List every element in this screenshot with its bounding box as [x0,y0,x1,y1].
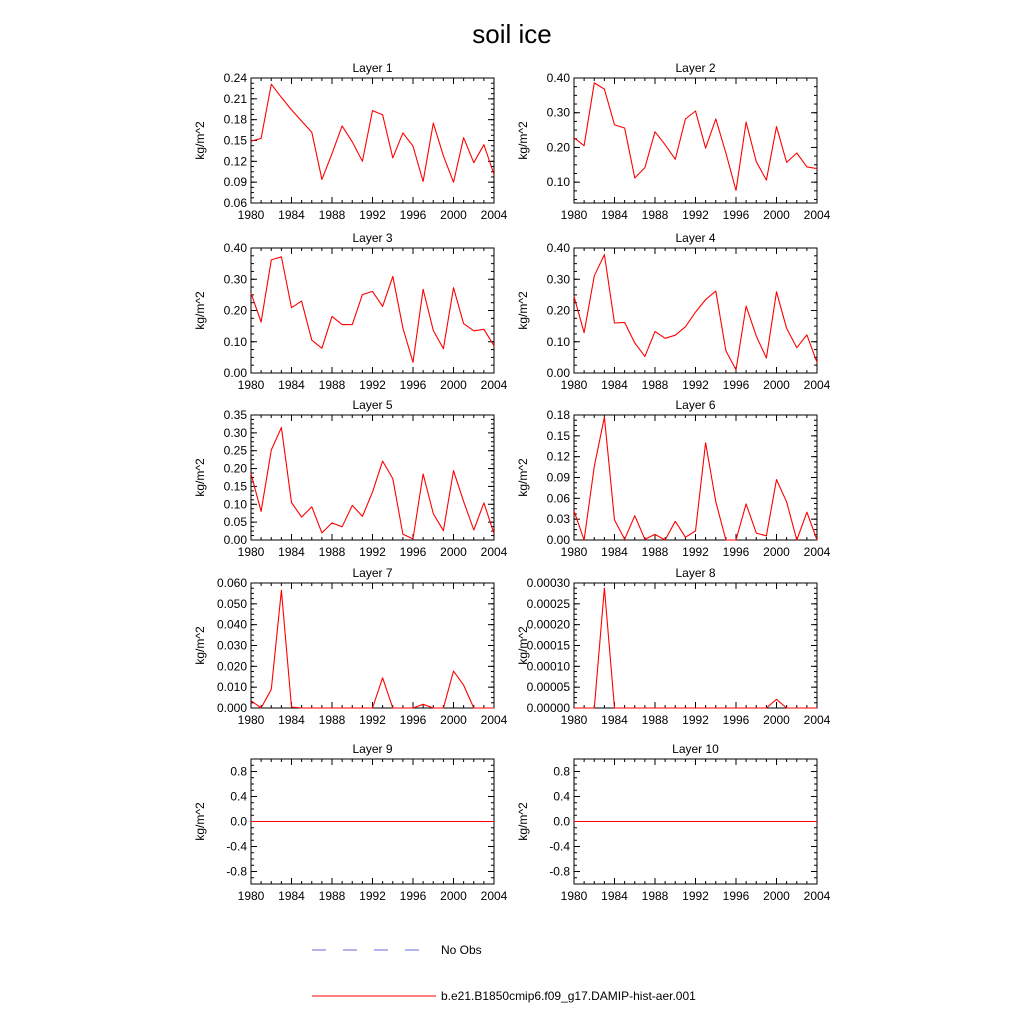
x-tick-label: 1996 [399,545,427,559]
x-tick-label: 2000 [763,889,790,903]
y-tick-label: 0.09 [223,175,247,190]
x-tick-label: 2000 [763,378,790,392]
y-tick-label: 0.00 [223,533,247,547]
plot-frame [251,248,494,373]
x-tick-label: 1988 [641,378,669,392]
panel-layer-4 [516,231,831,392]
y-tick-label: 0.12 [223,154,247,169]
y-tick-label: 0.8 [553,764,570,779]
y-tick-label: 0.00015 [526,638,570,653]
y-tick-label: 0.06 [546,491,570,506]
x-tick-label: 2004 [480,713,508,727]
series-line-layer-1 [251,84,494,182]
x-tick-label: 1988 [318,378,346,392]
y-tick-label: -0.8 [549,864,570,879]
y-tick-label: 0.05 [223,515,247,530]
plot-frame [251,415,494,540]
panel-title: Layer 8 [675,566,716,580]
panel-layer-9 [193,742,508,903]
x-tick-label: 1996 [399,208,427,222]
y-tick-label: 0.00 [223,366,247,380]
x-tick-label: 1992 [359,713,386,727]
x-tick-label: 2000 [440,545,467,559]
y-tick-label: 0.00 [546,533,570,547]
panel-title: Layer 4 [675,231,716,245]
x-tick-label: 1980 [237,208,265,222]
x-tick-label: 2000 [763,713,790,727]
legend-model-label: b.e21.B1850cmip6.f09_g17.DAMIP-hist-aer.001 [441,989,696,1003]
panel-title: Layer 7 [352,566,393,580]
y-tick-label: 0.40 [546,241,570,255]
y-tick-label: 0.25 [223,443,247,458]
x-tick-label: 1984 [278,545,305,559]
x-tick-label: 1984 [601,208,628,222]
x-tick-label: 2000 [763,545,790,559]
x-tick-label: 1984 [278,713,305,727]
y-tick-label: 0.20 [546,303,570,318]
x-tick-label: 1992 [359,208,386,222]
x-tick-label: 1996 [722,545,750,559]
x-tick-label: 1988 [641,889,669,903]
panel-title: Layer 9 [352,742,393,756]
y-tick-label: 0.00010 [526,659,570,674]
legend-no-obs-label: No Obs [441,943,482,957]
panel-layer-7 [193,566,508,727]
x-tick-label: 1980 [237,889,265,903]
y-tick-label: 0.24 [223,71,247,85]
y-tick-label: 0.00005 [526,680,570,695]
y-axis-label: kg/m^2 [516,626,530,665]
series-line-layer-6 [574,417,817,540]
x-tick-label: 1996 [722,378,750,392]
x-tick-label: 1980 [560,889,588,903]
y-tick-label: 0.00000 [526,701,570,715]
x-tick-label: 1992 [682,889,709,903]
y-tick-label: 0.15 [223,479,247,494]
x-tick-label: 1996 [399,889,427,903]
x-tick-label: 1980 [237,713,265,727]
x-tick-label: 1996 [722,713,750,727]
x-tick-label: 1988 [641,545,669,559]
x-tick-label: 1984 [278,889,305,903]
x-tick-label: 2000 [763,208,790,222]
x-tick-label: 1984 [278,378,305,392]
panel-title: Layer 1 [352,61,393,75]
x-tick-label: 1988 [641,208,669,222]
panel-layer-1 [193,61,508,222]
x-tick-label: 1980 [560,713,588,727]
y-tick-label: 0.40 [223,241,247,255]
x-tick-label: 1984 [601,545,628,559]
y-tick-label: 0.4 [230,789,247,804]
y-tick-label: 0.000 [216,701,247,715]
y-axis-label: kg/m^2 [193,291,207,330]
y-axis-label: kg/m^2 [516,291,530,330]
y-tick-label: 0.00 [546,366,570,380]
y-tick-label: 0.050 [216,596,247,611]
y-axis-label: kg/m^2 [516,121,530,160]
y-tick-label: 0.18 [223,112,247,127]
x-tick-label: 1992 [682,208,709,222]
y-axis-label: kg/m^2 [516,802,530,841]
y-tick-label: 0.00025 [526,596,570,611]
y-axis-label: kg/m^2 [193,121,207,160]
legend [312,943,696,1003]
y-tick-label: 0.03 [546,512,570,527]
plot-frame [574,248,817,373]
x-tick-label: 1992 [359,889,386,903]
panel-layer-8 [516,566,831,727]
x-tick-label: 2004 [803,208,831,222]
y-tick-label: 0.30 [546,272,570,287]
series-line-layer-7 [251,590,494,708]
panel-layer-10 [516,742,831,903]
y-tick-label: 0.10 [223,497,247,512]
panel-title: Layer 3 [352,231,393,245]
y-tick-label: 0.20 [223,303,247,318]
y-tick-label: 0.12 [546,449,570,464]
series-line-layer-8 [574,588,817,708]
panel-layer-3 [193,231,508,392]
panel-layer-6 [516,398,831,559]
y-tick-label: 0.30 [223,272,247,287]
y-tick-label: 0.040 [216,617,247,632]
panel-grid [193,61,831,903]
y-tick-label: 0.30 [546,105,570,120]
y-tick-label: 0.40 [546,71,570,85]
x-tick-label: 1980 [237,378,265,392]
x-tick-label: 1996 [722,889,750,903]
x-tick-label: 1988 [318,545,346,559]
x-tick-label: 1984 [278,208,305,222]
panel-title: Layer 6 [675,398,716,412]
x-tick-label: 1996 [722,208,750,222]
y-tick-label: 0.010 [216,680,247,695]
x-tick-label: 2004 [803,545,831,559]
x-tick-label: 1984 [601,378,628,392]
x-tick-label: 1984 [601,889,628,903]
x-tick-label: 1984 [601,713,628,727]
panel-title: Layer 5 [352,398,393,412]
x-tick-label: 1992 [359,545,386,559]
y-tick-label: 0.30 [223,425,247,440]
y-tick-label: 0.0 [230,814,247,829]
y-tick-label: 0.4 [553,789,570,804]
series-line-layer-5 [251,428,494,539]
plot-frame [574,583,817,708]
y-tick-label: 0.15 [223,133,247,148]
x-tick-label: 2004 [480,889,508,903]
series-line-layer-4 [574,255,817,370]
y-tick-label: 0.09 [546,470,570,485]
x-tick-label: 1992 [359,378,386,392]
x-tick-label: 1988 [318,713,346,727]
y-tick-label: 0.8 [230,764,247,779]
x-tick-label: 1980 [560,545,588,559]
y-tick-label: -0.4 [549,839,570,854]
x-tick-label: 2004 [480,545,508,559]
y-tick-label: 0.060 [216,576,247,590]
x-tick-label: 2000 [440,378,467,392]
plot-frame [251,583,494,708]
x-tick-label: 1980 [237,545,265,559]
y-tick-label: 0.35 [223,408,247,422]
y-tick-label: 0.20 [223,461,247,476]
y-tick-label: 0.030 [216,638,247,653]
x-tick-label: 1980 [560,208,588,222]
x-tick-label: 2004 [803,378,831,392]
y-tick-label: 0.10 [546,334,570,349]
y-tick-label: 0.0 [553,814,570,829]
x-tick-label: 2000 [440,889,467,903]
panel-title: Layer 10 [672,742,719,756]
y-tick-label: 0.18 [546,408,570,422]
y-tick-label: 0.21 [223,91,247,106]
figure-title: soil ice [472,19,552,49]
plot-frame [251,78,494,203]
y-tick-label: -0.8 [226,864,247,879]
x-tick-label: 1996 [399,713,427,727]
y-axis-label: kg/m^2 [193,802,207,841]
panel-title: Layer 2 [675,61,716,75]
panel-layer-5 [193,398,508,559]
y-axis-label: kg/m^2 [516,458,530,497]
panel-layer-2 [516,61,831,222]
x-tick-label: 1980 [560,378,588,392]
y-axis-label: kg/m^2 [193,458,207,497]
x-tick-label: 1996 [399,378,427,392]
x-tick-label: 2004 [480,378,508,392]
x-tick-label: 1988 [318,208,346,222]
y-tick-label: 0.20 [546,140,570,155]
x-tick-label: 2004 [803,713,831,727]
y-tick-label: 0.00020 [526,617,570,632]
x-tick-label: 1988 [641,713,669,727]
y-axis-label: kg/m^2 [193,626,207,665]
series-line-layer-2 [574,83,817,191]
x-tick-label: 1992 [682,545,709,559]
y-tick-label: 0.06 [223,196,247,210]
x-tick-label: 1992 [682,713,709,727]
x-tick-label: 2004 [803,889,831,903]
series-line-layer-3 [251,257,494,363]
x-tick-label: 2004 [480,208,508,222]
y-tick-label: 0.00030 [526,576,570,590]
y-tick-label: 0.10 [546,175,570,190]
x-tick-label: 2000 [440,713,467,727]
y-tick-label: 0.020 [216,659,247,674]
y-tick-label: 0.15 [546,428,570,443]
x-tick-label: 1992 [682,378,709,392]
y-tick-label: 0.10 [223,334,247,349]
y-tick-label: -0.4 [226,839,247,854]
x-tick-label: 2000 [440,208,467,222]
x-tick-label: 1988 [318,889,346,903]
